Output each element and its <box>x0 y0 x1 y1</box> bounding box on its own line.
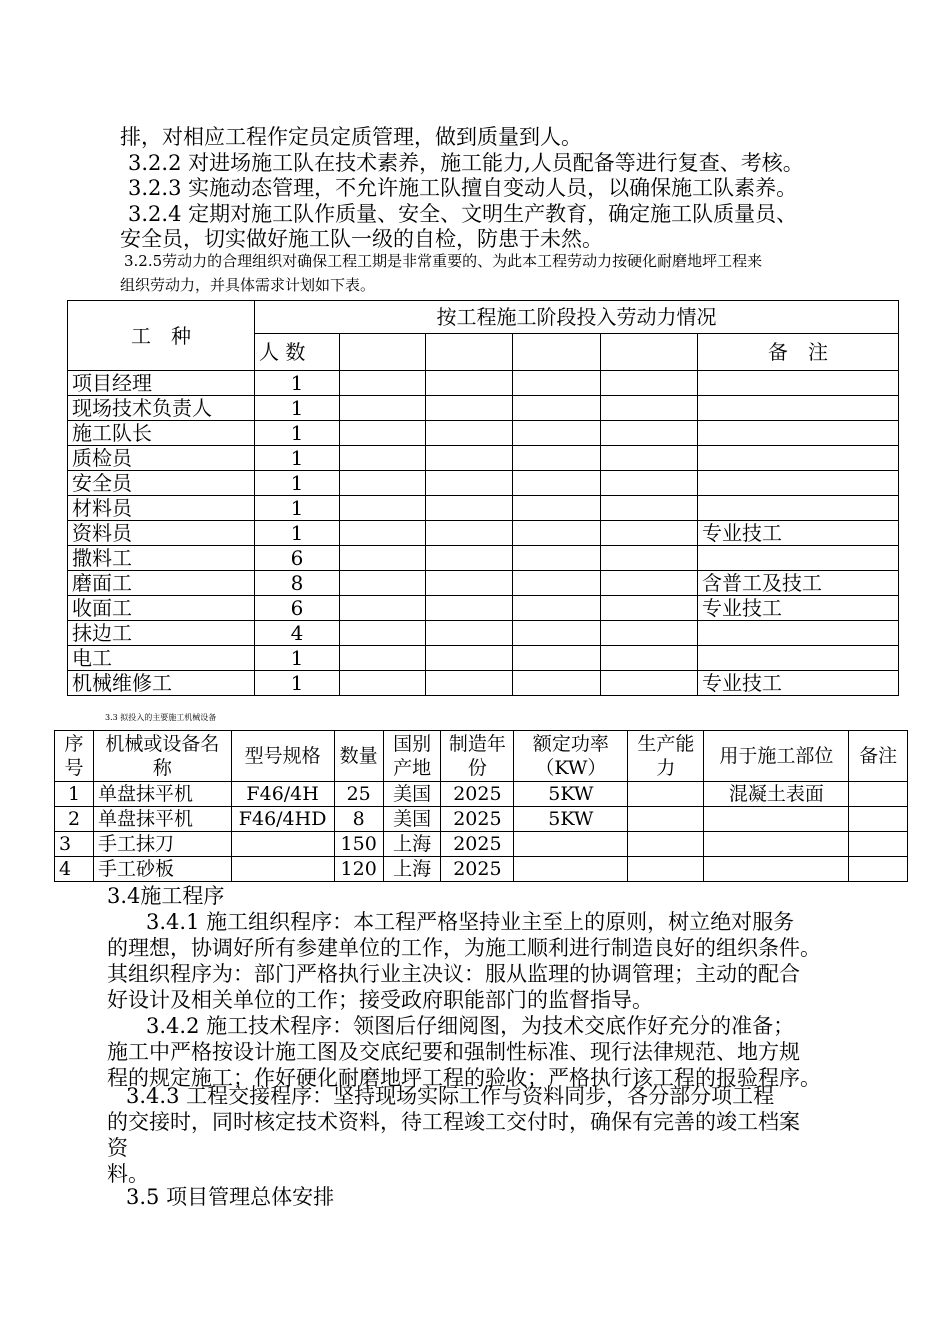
body-text-line: 好设计及相关单位的工作；接受政府职能部门的监督指导。 <box>107 988 653 1012</box>
col-header: 生产能力 <box>628 731 704 782</box>
table-row: 3 手工抹刀 150 上海 2025 <box>55 832 908 857</box>
table-row: 电工 1 <box>68 646 899 671</box>
table-row: 2 单盘抹平机 F46/4HD 8 美国 2025 5KW <box>55 807 908 832</box>
body-text-line: 料。 <box>107 1162 149 1186</box>
body-text-line: 施工中严格按设计施工图及交底纪要和强制性标准、现行法律规范、地方规 <box>107 1040 800 1064</box>
body-text-line: 组织劳动力，并具体需求计划如下表。 <box>120 276 376 294</box>
body-text-line: 的理想，协调好所有参建单位的工作，为施工顺利进行制造良好的组织条件。 <box>107 936 821 960</box>
body-text-line: 程的规定施工；作好硬化耐磨地坪工程的验收；严格执行该工程的报验程序。 <box>107 1066 821 1090</box>
table-row: 材料员 1 <box>68 496 899 521</box>
body-text-line: 3.4.2 施工技术程序：领图后仔细阅图，为技术交底作好充分的准备； <box>146 1014 795 1038</box>
body-text-line: 排，对相应工程作定员定质管理，做到质量到人。 <box>120 125 582 149</box>
table-header-row <box>55 731 908 782</box>
body-text-line: 3.2.3 实施动态管理，不允许施工队擅自变动人员，以确保施工队素养。 <box>128 176 798 200</box>
col-header: 序号 <box>55 731 94 782</box>
table-row: 收面工 6 专业技工 <box>68 596 899 621</box>
equipment-table <box>54 730 908 882</box>
body-text-line: 3.2.5劳动力的合理组织对确保工程工期是非常重要的、为此本工程劳动力按硬化耐磨地坪工程来 <box>124 252 763 270</box>
body-text-line: 3.4.1 施工组织程序：本工程严格坚持业主至上的原则，树立绝对服务 <box>146 910 795 934</box>
body-text-line: 资 <box>107 1136 128 1160</box>
body-text-line: 3.4.3 工程交接程序：坚持现场实际工作与资料同步，各分部分项工程 <box>126 1084 775 1108</box>
col-header: 型号规格 <box>231 731 334 782</box>
equipment-caption: 3.3 拟投入的主要施工机械设备 <box>105 713 217 722</box>
body-text-line: 安全员，切实做好施工队一级的自检，防患于未然。 <box>120 227 603 251</box>
table-row: 资料员 1 专业技工 <box>68 521 899 546</box>
table-row: 项目经理 1 <box>68 371 899 396</box>
col-header: 用于施工部位 <box>704 731 849 782</box>
col-header: 制造年份 <box>441 731 514 782</box>
note-header: 备 注 <box>698 334 899 371</box>
col-header: 数量 <box>334 731 383 782</box>
section-heading: 3.5 项目管理总体安排 <box>126 1185 335 1209</box>
table-row: 1 单盘抹平机 F46/4H 25 美国 2025 5KW 混凝土表面 <box>55 782 908 807</box>
col-header: 国别产地 <box>383 731 441 782</box>
section-heading: 3.4施工程序 <box>107 884 225 908</box>
worktype-header: 工 种 <box>68 301 255 371</box>
table-row: 撒料工 6 <box>68 546 899 571</box>
col-header: 额定功率（KW） <box>514 731 628 782</box>
count-header: 人 数 <box>255 334 340 371</box>
labor-table <box>67 300 899 696</box>
table-row: 磨面工 8 含普工及技工 <box>68 571 899 596</box>
body-text-line: 3.2.2 对进场施工队在技术素养，施工能力,人员配备等进行复查、考核。 <box>128 151 804 175</box>
table-row: 质检员 1 <box>68 446 899 471</box>
table-row: 抹边工 4 <box>68 621 899 646</box>
table-row: 4 手工砂板 120 上海 2025 <box>55 857 908 882</box>
body-text-line: 的交接时，同时核定技术资料，待工程竣工交付时，确保有完善的竣工档案 <box>107 1110 800 1134</box>
table-row: 安全员 1 <box>68 471 899 496</box>
labor-table-title: 按工程施工阶段投入劳动力情况 <box>255 301 899 334</box>
body-text-line: 3.2.4 定期对施工队作质量、安全、文明生产教育，确定施工队质量员、 <box>128 202 798 226</box>
table-row: 机械维修工 1 专业技工 <box>68 671 899 696</box>
body-text-line: 其组织程序为：部门严格执行业主决议：服从监理的协调管理；主动的配合 <box>107 962 800 986</box>
col-header: 机械或设备名称 <box>94 731 232 782</box>
col-header: 备注 <box>849 731 908 782</box>
table-row: 现场技术负责人 1 <box>68 396 899 421</box>
table-row: 施工队长 1 <box>68 421 899 446</box>
